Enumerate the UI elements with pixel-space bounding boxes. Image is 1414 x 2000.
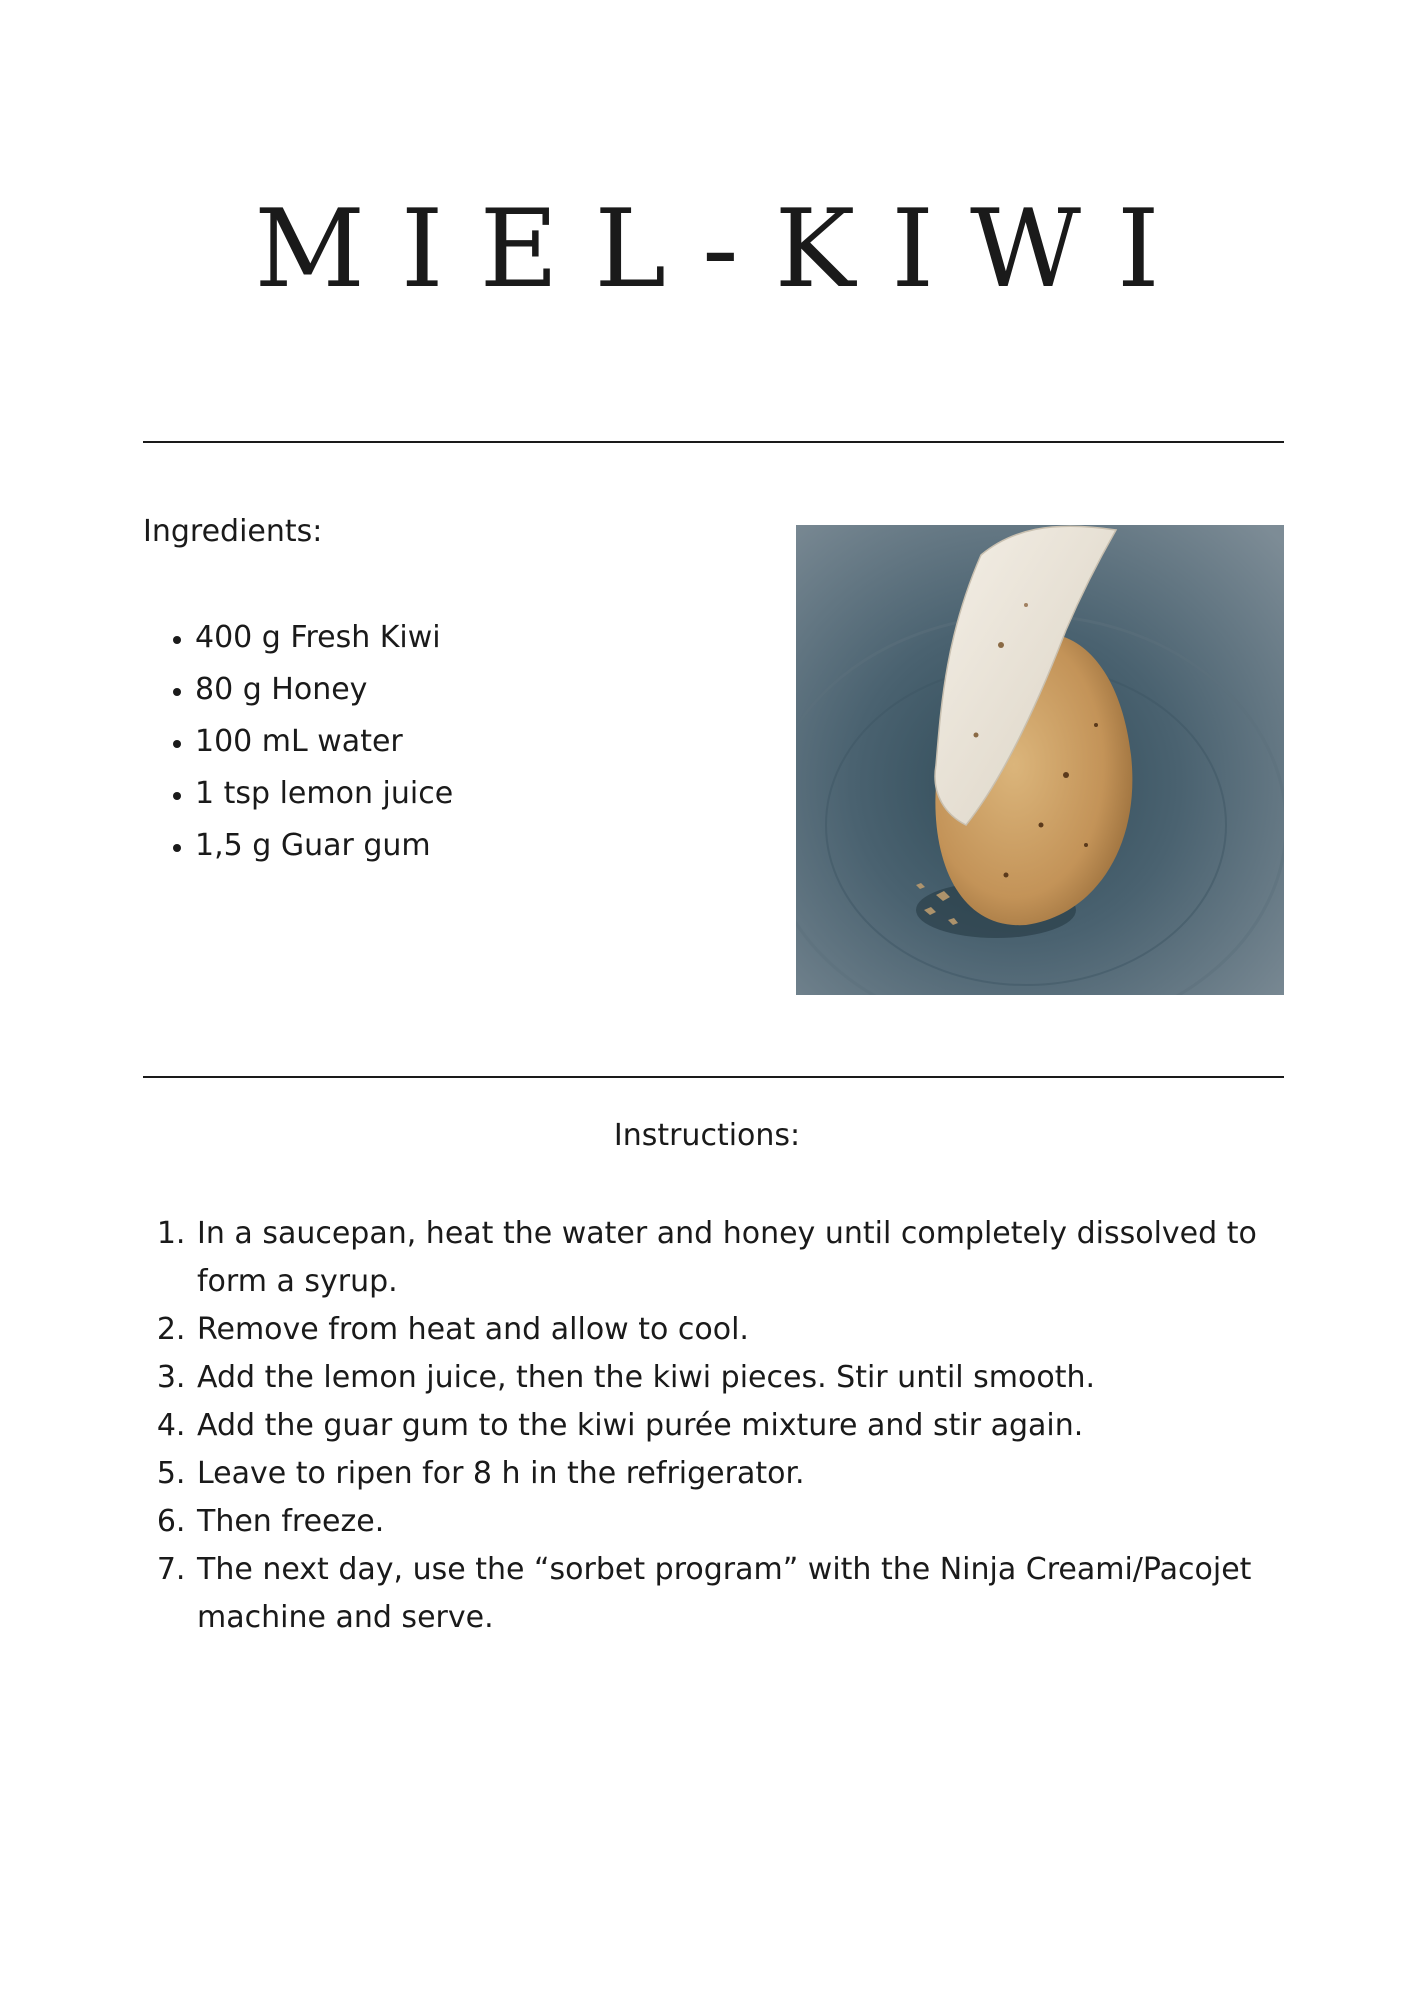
instruction-step: 1. In a saucepan, heat the water and honey until completely dissolved to form a syrup. — [195, 1210, 1284, 1306]
sorbet-illustration — [796, 525, 1284, 995]
middle-divider — [143, 1076, 1284, 1078]
instruction-step: 4. Add the guar gum to the kiwi purée mixture and stir again. — [195, 1402, 1284, 1450]
ingredient-item: • 1,5 g Guar gum — [195, 820, 453, 872]
instruction-step: 7. The next day, use the “sorbet program” with the Ninja Creami/Pacojet machine and serve. — [195, 1546, 1284, 1642]
instructions-list — [143, 1210, 1284, 1642]
recipe-title: MIEL-KIWI — [254, 187, 1196, 312]
sorbet-photo — [796, 525, 1284, 995]
top-divider — [143, 441, 1284, 443]
ingredient-item: • 100 mL water — [195, 716, 453, 768]
ingredient-item: • 400 g Fresh Kiwi — [195, 612, 453, 664]
ingredients-list — [143, 612, 453, 872]
ingredients-heading: Ingredients: — [143, 514, 323, 549]
ingredient-item: • 80 g Honey — [195, 664, 453, 716]
instruction-step: 5. Leave to ripen for 8 h in the refrigerator. — [195, 1450, 1284, 1498]
instructions-heading: Instructions: — [613, 1118, 801, 1153]
instruction-step: 2. Remove from heat and allow to cool. — [195, 1306, 1284, 1354]
ingredient-item: • 1 tsp lemon juice — [195, 768, 453, 820]
instruction-step: 6. Then freeze. — [195, 1498, 1284, 1546]
instruction-step: 3. Add the lemon juice, then the kiwi pieces. Stir until smooth. — [195, 1354, 1284, 1402]
